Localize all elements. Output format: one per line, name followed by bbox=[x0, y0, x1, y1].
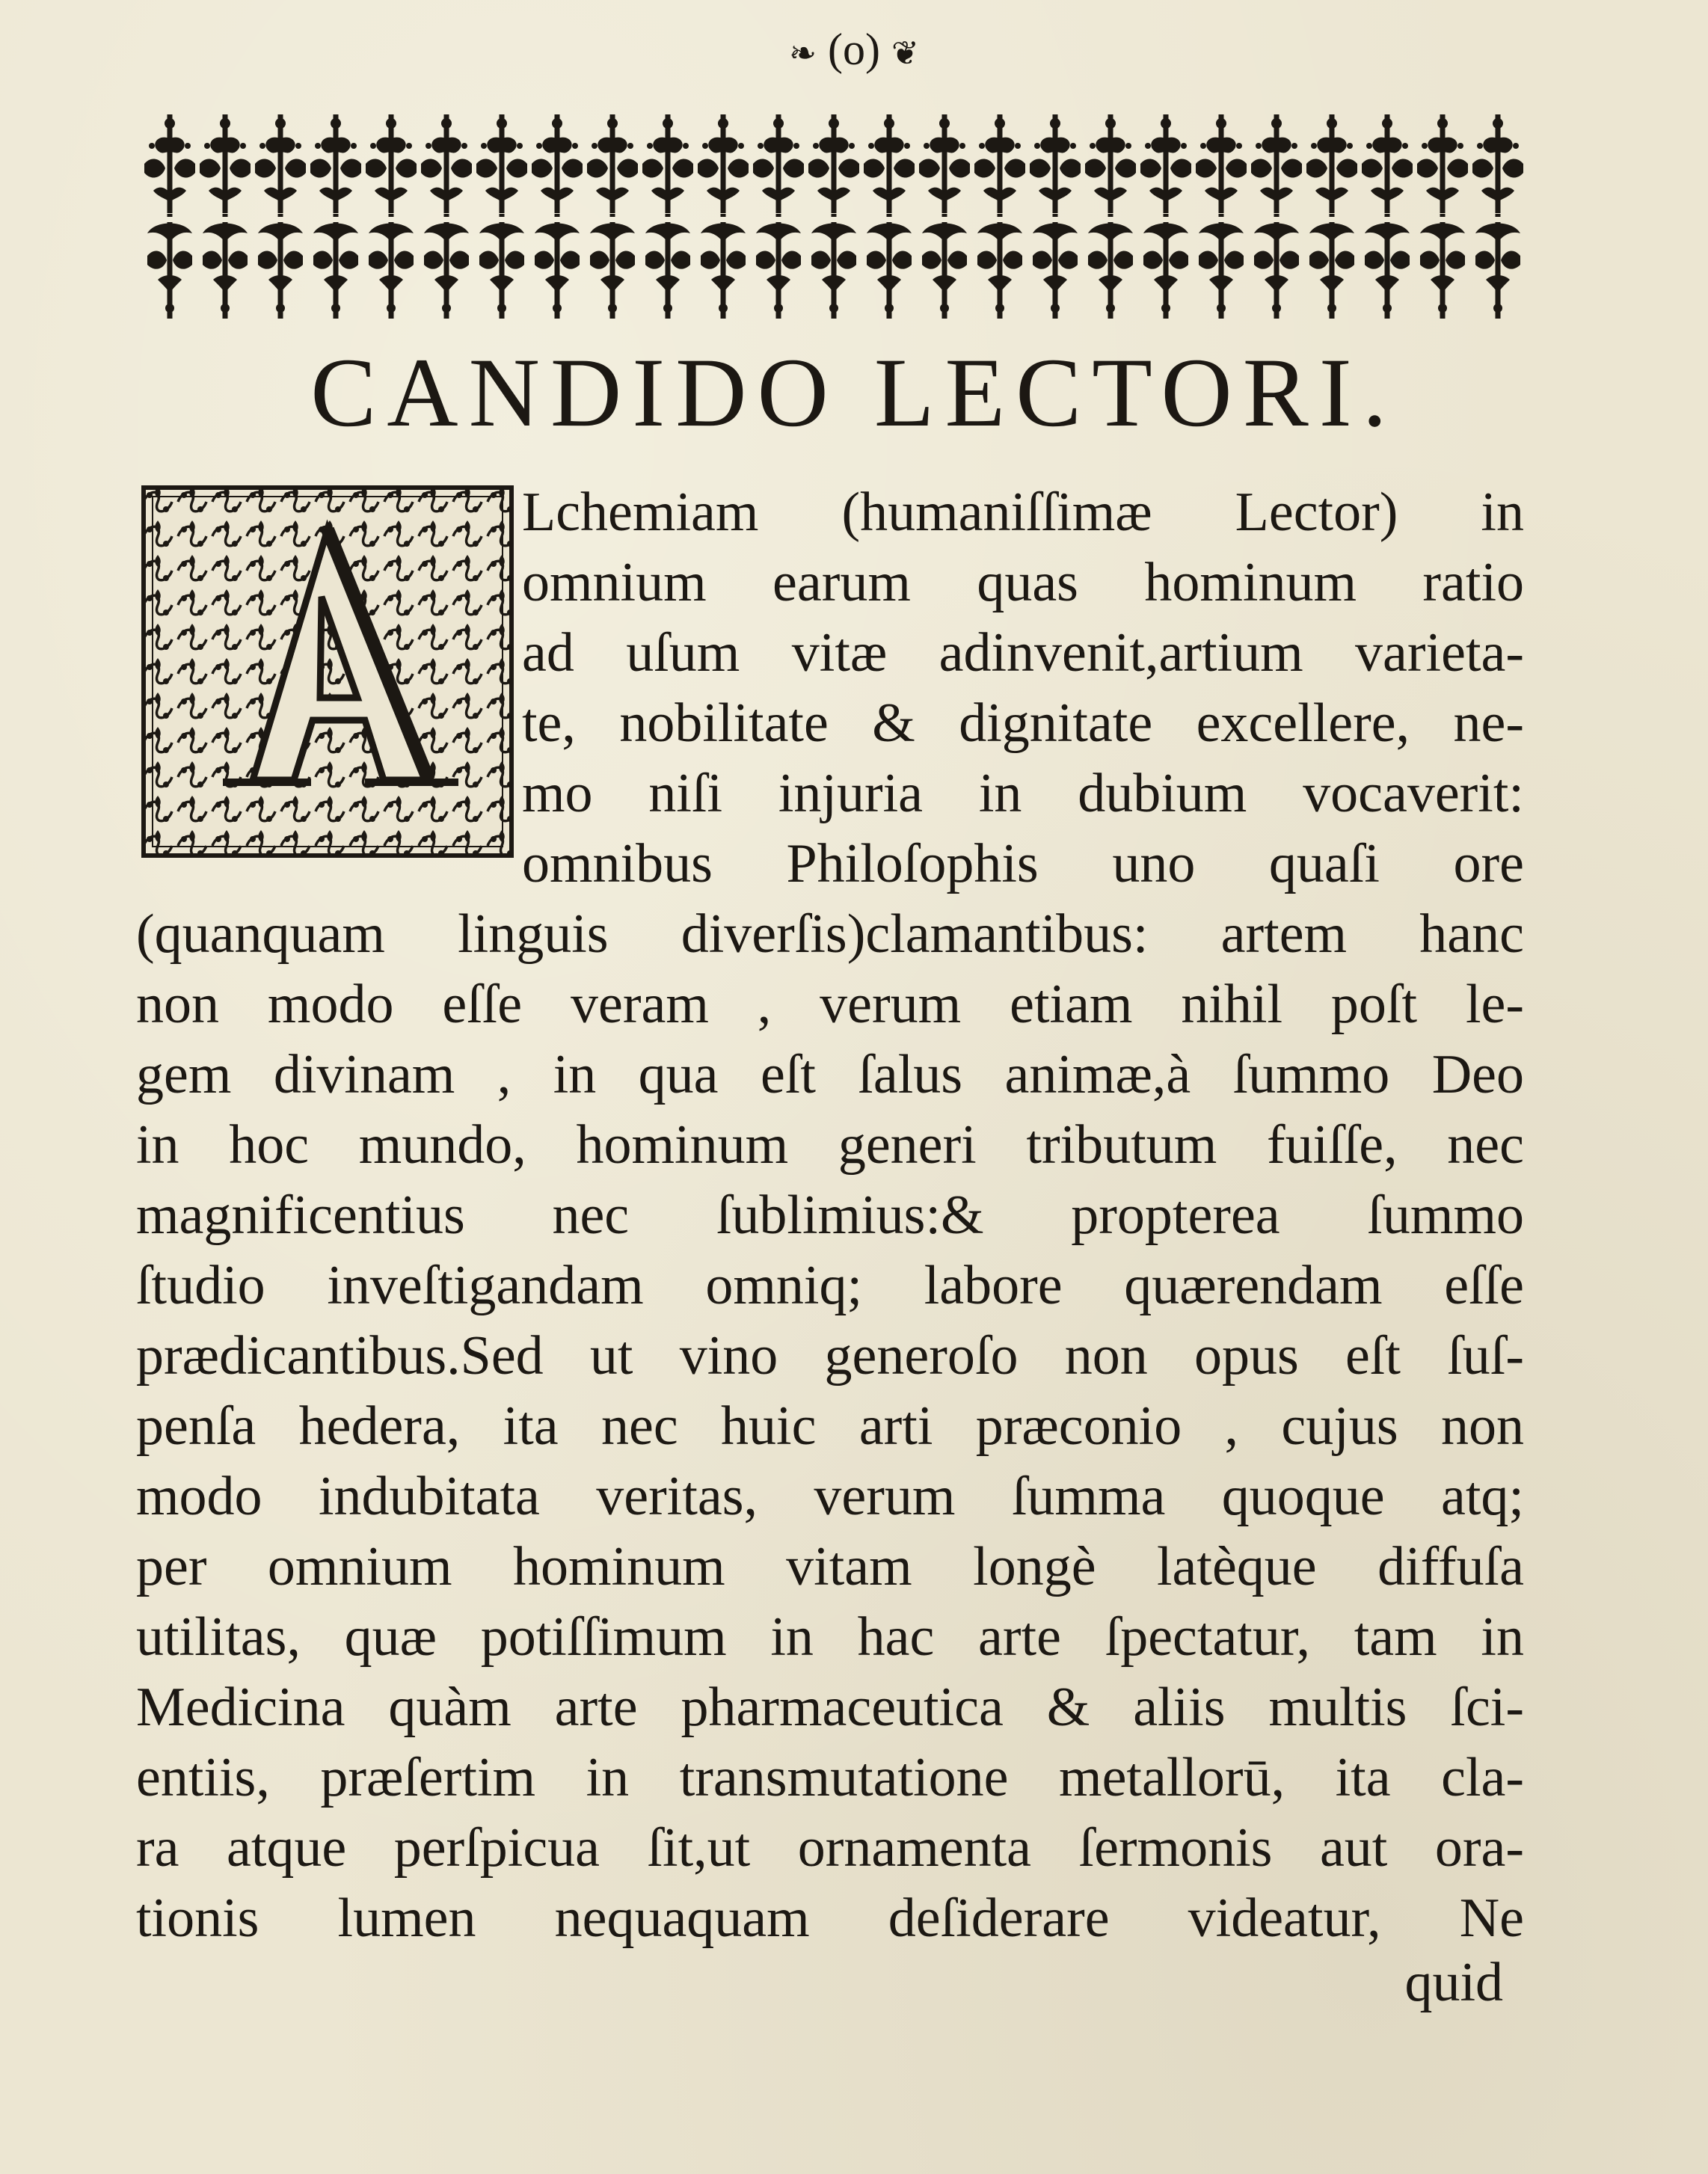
initial-svg bbox=[141, 485, 514, 859]
body-line: mo niſi injuria in dubium vocaverit: bbox=[522, 763, 1524, 824]
body-line: (quanquam linguis diverſis)clamantibus: artem hanc bbox=[136, 903, 1524, 965]
body-line: omnibus Philoſophis uno quaſi ore bbox=[522, 833, 1524, 894]
body-line: prædicantibus.Sed ut vino generoſo non opus eſt ſuſ- bbox=[136, 1325, 1524, 1387]
body-line: te, nobilitate & dignitate excellere, ne- bbox=[522, 693, 1524, 754]
body-line: tionis lumen nequaquam deſiderare videatur, Ne bbox=[136, 1888, 1524, 1949]
decorated-initial-a-icon bbox=[141, 485, 514, 859]
body-line: magnificentius nec ſublimius:& propterea ſummo bbox=[136, 1185, 1524, 1246]
catchword: quid bbox=[1404, 1952, 1503, 2013]
body-line: utilitas, quæ potiſſimum in hac arte ſpectatur, tam in bbox=[136, 1606, 1524, 1668]
header-ornament-right-icon: ❦ bbox=[891, 35, 919, 73]
body-line: Lchemiam (humaniſſimæ Lector) in bbox=[522, 482, 1524, 543]
page-title: CANDIDO LECTORI. bbox=[310, 337, 1398, 447]
body-line: ad uſum vitæ adinvenit,artium varieta- bbox=[522, 622, 1524, 684]
body-line: ſtudio inveſtigandam omniq; labore quærendam eſſe bbox=[136, 1255, 1524, 1316]
page-header bbox=[0, 19, 1708, 84]
body-line: penſa hedera, ita nec huic arti præconio , cujus non bbox=[136, 1395, 1524, 1457]
body-line: in hoc mundo, hominum generi tributum fuiſſe, nec bbox=[136, 1114, 1524, 1176]
header-ornament-left-icon: ❧ bbox=[789, 35, 817, 73]
body-line: omnium earum quas hominum ratio bbox=[522, 552, 1524, 613]
fleuron-band-svg bbox=[142, 112, 1526, 322]
body-line: Medicina quàm arte pharmaceutica & aliis multis ſci- bbox=[136, 1677, 1524, 1738]
body-line: non modo eſſe veram , verum etiam nihil poſt le- bbox=[136, 974, 1524, 1035]
body-line: entiis, præſertim in transmutatione metallorū, ita cla- bbox=[136, 1747, 1524, 1808]
fleuron-border-icon bbox=[142, 112, 1526, 322]
body-line: per omnium hominum vitam longè latèque diffuſa bbox=[136, 1536, 1524, 1597]
body-line: modo indubitata veritas, verum ſumma quoque atq; bbox=[136, 1466, 1524, 1527]
page-number: (o) bbox=[828, 25, 880, 74]
body-line: ra atque perſpicua ſit,ut ornamenta ſermonis aut ora- bbox=[136, 1817, 1524, 1879]
body-line: gem divinam , in qua eſt ſalus animæ,à ſummo Deo bbox=[136, 1044, 1524, 1105]
